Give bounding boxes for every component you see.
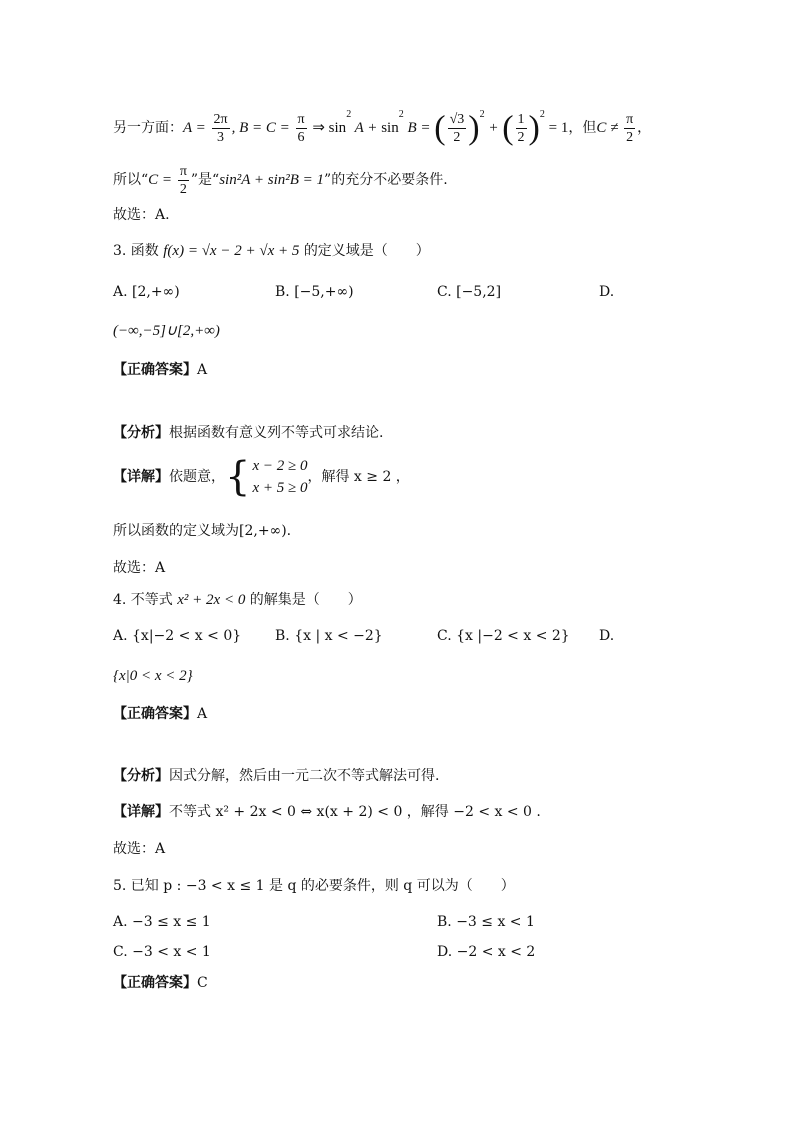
q5-option-c: C. −3 < x < 1 (113, 944, 211, 960)
q5-option-b: B. −3 ≤ x < 1 (437, 914, 535, 930)
q4-detail: 【详解】不等式 x² + 2x < 0 ⇔ x(x + 2) < 0 ，解得 −2 < x < 0 . (113, 804, 541, 820)
q2-choice: 故选：A. (113, 207, 170, 223)
q3-choice: 故选：A (113, 560, 166, 576)
inequality-system: { x − 2 ≥ 0 x + 5 ≥ 0 (225, 454, 308, 500)
q4-analysis: 【分析】因式分解，然后由一元二次不等式解法可得. (113, 768, 440, 784)
solution-conclusion-line: 所以“ C = $\frac{\pi}{2}$ ”是“ sin²A + sin²B = 1 ”的充分不必要条件. (113, 163, 448, 197)
q4-stem: 4. 不等式 x² + 2x < 0 的解集是（ ） (113, 592, 362, 608)
q4-choice: 故选：A (113, 841, 166, 857)
c-not-equal: C ≠ $\frac{\pi}{2}$ (596, 111, 634, 145)
q3-option-d: D. (599, 284, 615, 300)
q5-answer: 【正确答案】C (113, 975, 208, 991)
q4-option-d: D. (599, 628, 615, 644)
q3-option-a: A. [2,+∞) (113, 284, 180, 300)
q5-option-d: D. −2 < x < 2 (437, 944, 536, 960)
c-equals-half-pi: C = $\frac{\pi}{2}$ (148, 163, 187, 197)
q5-option-a: A. −3 ≤ x ≤ 1 (113, 914, 211, 930)
q3-answer: 【正确答案】A (113, 362, 208, 378)
q3-option-c: C. [−5,2] (437, 284, 502, 300)
q3-conclusion: 所以函数的定义域为[2,+∞). (113, 523, 292, 539)
q4-option-b: B. {x | x < −2} (275, 628, 383, 644)
q3-option-d-content: (−∞,−5]∪[2,+∞) (113, 323, 220, 339)
line-prefix: 另一方面： (113, 120, 183, 136)
q4-option-c: C. {x |−2 < x < 2} (437, 628, 570, 644)
solution-line-other-hand: 另一方面： A = $\frac{2\pi}{3}$ , B = C = $\frac{\pi}{6}$ ⇒ $\sin^2 A + \sin^2 B$ = ( $\frac{√3}{2}$ )$^2$ + ( $\frac{1}{2}$ )$^2$ = 1 ，但 C ≠ $\frac{\pi}{2}$ ， (113, 108, 652, 146)
q3-detail: 【详解】 依题意， { x − 2 ≥ 0 x + 5 ≥ 0 ，解得 x ≥ 2 ， (113, 454, 410, 500)
math-expression: A = $\frac{2\pi}{3}$ , B = C = $\frac{\pi}{6}$ ⇒ $\sin^2 A + \sin^2 B$ = ( $\frac{√3}{2}$ )$^2$ + ( $\frac{1}{2}$ )$^2$ = 1 (183, 108, 569, 146)
but-text: ，但 (568, 120, 597, 136)
q4-option-d-content: {x|0 < x < 2} (113, 668, 193, 684)
q5-stem: 5. 已知 p : −3 < x ≤ 1 是 q 的必要条件，则 q 可以为（ ） (113, 878, 515, 894)
q3-option-b: B. [−5,+∞) (275, 284, 354, 300)
q3-analysis: 【分析】根据函数有意义列不等式可求结论. (113, 425, 384, 441)
q4-answer: 【正确答案】A (113, 706, 208, 722)
q4-option-a: A. {x|−2 < x < 0} (113, 628, 242, 644)
q3-stem: 3. 函数 f(x) = √x − 2 + √x + 5 的定义域是（ ） (113, 243, 430, 259)
